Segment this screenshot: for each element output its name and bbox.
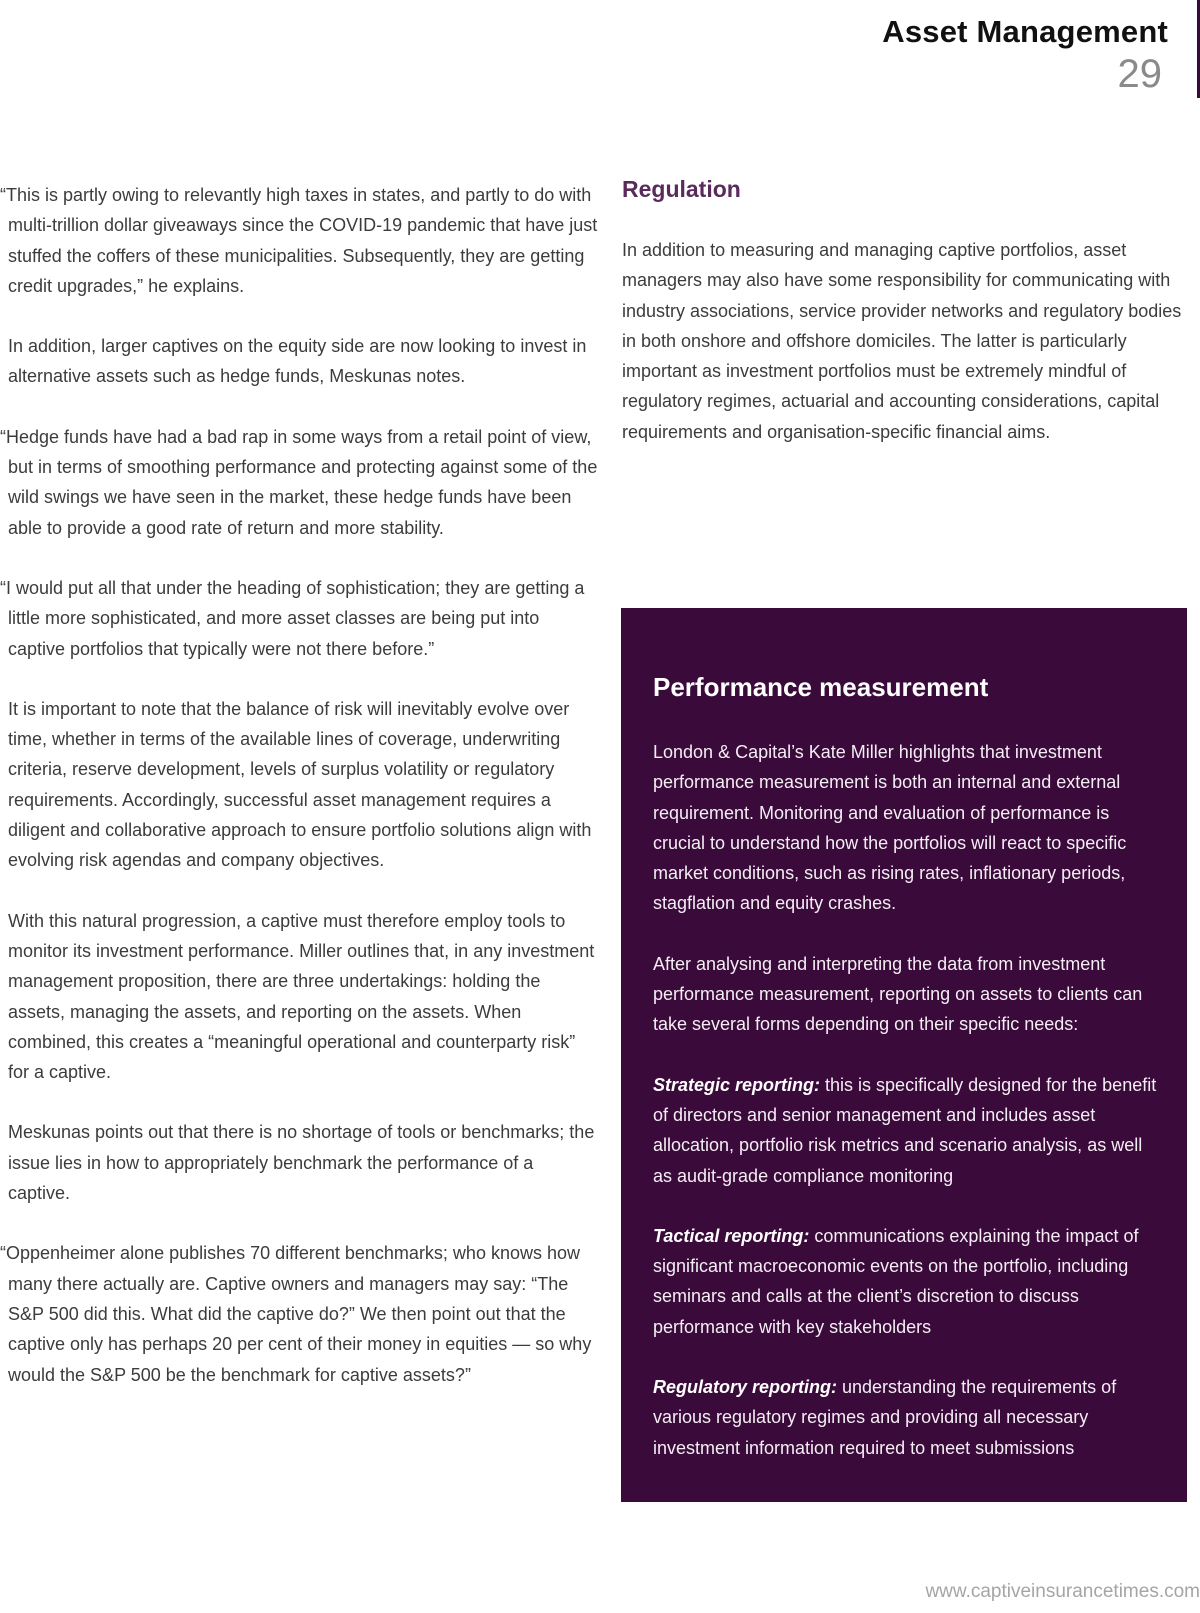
page-number: 29 xyxy=(1117,52,1162,96)
performance-heading: Performance measurement xyxy=(653,672,989,702)
section-title: Asset Management xyxy=(882,14,1168,49)
article-paragraph: “This is partly owing to relevantly high taxes in states, and partly to do with multi-trillion dollar giveaways since the COVID-19 pandemic that have just stuffed the coffers of these municipalities. Subsequently, they are getting credit upgrades,” he explains. xyxy=(0,185,598,296)
reporting-item-tactical xyxy=(653,1221,1157,1342)
reporting-text: communications explaining the impact of significant macroeconomic events on the portfolio, including seminars and calls at the client’s discretion to discuss performance with key stakeholders xyxy=(653,1225,1139,1337)
regulation-section xyxy=(622,176,1182,447)
reporting-item-strategic xyxy=(653,1070,1157,1191)
article-paragraph: “Oppenheimer alone publishes 70 different benchmarks; who knows how many there actually are. Captive owners and managers may say: “The S&P 500 did this. What did the captive do?” We then point out that the captive only has perhaps 20 per cent of their money in equities — so why would the S&P 500 be the benchmark for captive assets?” xyxy=(0,1243,592,1385)
performance-intro: London & Capital’s Kate Miller highlights that investment performance measurement is both an internal and external requirement. Monitoring and evaluation of performance is crucial to understand how the portfolios will react to specific market conditions, such as rising rates, inflationary periods, stagflation and equity crashes. xyxy=(653,742,1127,914)
regulation-heading: Regulation xyxy=(622,176,741,202)
footer-website-url: www.captiveinsurancetimes.com xyxy=(925,1581,1200,1602)
performance-measurement-box xyxy=(621,608,1187,1502)
left-column xyxy=(0,180,600,1420)
reporting-term: Tactical reporting: xyxy=(653,1225,810,1246)
reporting-item-regulatory xyxy=(653,1372,1157,1463)
article-paragraph: Meskunas points out that there is no shortage of tools or benchmarks; the issue lies in how to appropriately benchmark the performance of a captive. xyxy=(8,1122,595,1204)
regulation-body: In addition to measuring and managing captive portfolios, asset managers may also have some responsibility for communicating with industry associations, service provider networks and regulatory bodies in both onshore and offshore domiciles. The latter is particularly important as investment portfolios must be extremely mindful of regulatory regimes, actuarial and accounting considerations, capital requirements and organisation-specific financial aims. xyxy=(622,240,1182,442)
article-paragraph: In addition, larger captives on the equity side are now looking to invest in alternative assets such as hedge funds, Meskunas notes. xyxy=(8,336,587,387)
reporting-term: Strategic reporting: xyxy=(653,1074,821,1095)
article-paragraph: With this natural progression, a captive must therefore employ tools to monitor its investment performance. Miller outlines that, in any investment management proposition, there are three undertakings: holding the assets, managing the assets, and reporting on the assets. When combined, this creates a “meaningful operational and counterparty risk” for a captive. xyxy=(8,910,595,1083)
reporting-text: this is specifically designed for the benefit of directors and senior management and includes asset allocation, portfolio risk metrics and scenario analysis, as well as audit-grade compliance monitoring xyxy=(653,1074,1157,1186)
article-paragraph: It is important to note that the balance of risk will inevitably evolve over time, whether in terms of the available lines of coverage, underwriting criteria, reserve development, levels of surplus volatility or regulatory requirements. Accordingly, successful asset management requires a diligent and collaborative approach to ensure portfolio solutions align with evolving risk agendas and company objectives. xyxy=(8,698,592,871)
reporting-term: Regulatory reporting: xyxy=(653,1377,838,1398)
performance-intro: After analysing and interpreting the data from investment performance measurement, reporting on assets to clients can take several forms depending on their specific needs: xyxy=(653,953,1143,1035)
reporting-text: understanding the requirements of various regulatory regimes and providing all necessary investment information required to meet submissions xyxy=(653,1377,1117,1458)
article-paragraph: “I would put all that under the heading of sophistication; they are getting a little more sophisticated, and more asset classes are being put into captive portfolios that typically were not there before.” xyxy=(0,577,585,659)
article-paragraph: “Hedge funds have had a bad rap in some ways from a retail point of view, but in terms of smoothing performance and protecting against some of the wild swings we have seen in the market, these hedge funds have been able to provide a good rate of return and more stability. xyxy=(0,426,598,538)
